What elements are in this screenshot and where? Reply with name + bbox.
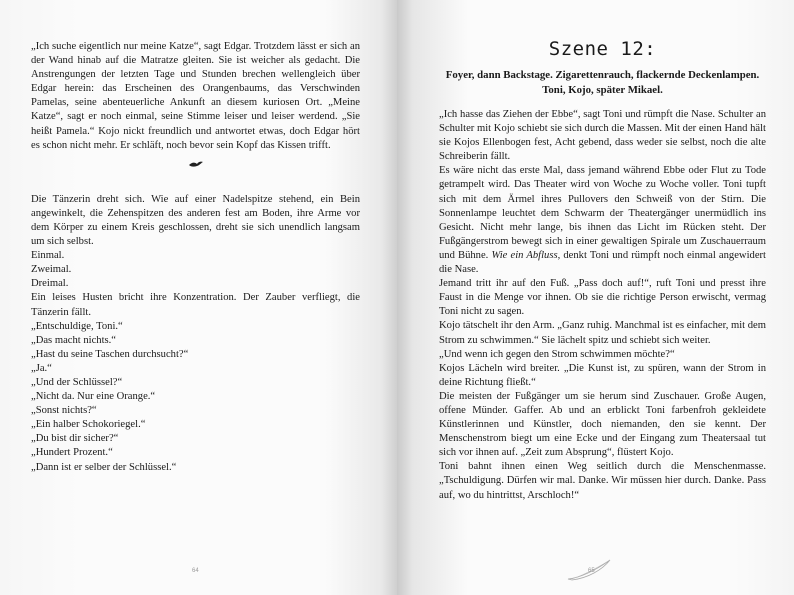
paragraph: Kojos Lächeln wird breiter. „Die Kunst ist, zu spüren, wann der Strom in deine Richtung fließt.“ [439, 362, 766, 388]
paragraph [439, 164, 766, 277]
dialogue-line: „Hundert Prozent.“ [31, 447, 113, 459]
left-page-text [31, 40, 360, 475]
dialogue-line: Einmal. [31, 250, 65, 262]
dialogue-line: „Ein halber Schokoriegel.“ [31, 419, 146, 431]
dialogue-line: „Und der Schlüssel?“ [31, 376, 123, 388]
page-number: 64 [192, 568, 199, 574]
scene-subtitle: Foyer, dann Backstage. Zigarettenrauch, flackernde Deckenlampen. Toni, Kojo, später Mikael. [445, 69, 760, 96]
paragraph: Die Tänzerin dreht sich. Wie auf einer Nadelspitze stehend, ein Bein angewinkelt, die Zehenspitzen des anderen fest am Boden, ihre Arme vor dem Körper zu einem Kreis geschlossen, dreht sie sich unendlich langsam um sich selbst. [31, 193, 360, 248]
dialogue-line: „Das macht nichts.“ [31, 334, 117, 346]
paragraph: „Und wenn ich gegen den Strom schwimmen möchte?“ [439, 348, 675, 360]
paragraph: Toni bahnt ihnen einen Weg seitlich durch die Menschenmasse. „Tschuldigung. Dürfen wir mal. Danke. Wir müssen hier durch. Danke. Pass auf, wo du hintrittst, Arschloch!“ [439, 461, 766, 501]
scene-title: Szene 12: [548, 38, 657, 60]
dialogue-line: „Sonst nichts?“ [31, 405, 97, 417]
italic-phrase: Wie ein Abfluss, [491, 249, 561, 261]
dialogue-line: „Entschuldige, Toni.“ [31, 320, 123, 332]
page-number: 65 [588, 568, 595, 574]
paragraph: Kojo tätschelt ihr den Arm. „Ganz ruhig. Manchmal ist es einfacher, mit dem Strom zu schwimmen.“ Sie lächelt spitz und schiebt sich weiter. [439, 320, 767, 346]
paragraph: „Ich suche eigentlich nur meine Katze“, sagt Edgar. Trotzdem lässt er sich an der Wand hinab auf die Matratze gleiten. Sie ist weicher als gedacht. Die Anstrengungen der letzten Tage und Stunden brechen wellengleich über Edgar herein: das Erscheinen des Orangenbaums, das Verschwinden Pamelas, seine abenteuerliche Ankunft an diesem kuriosen Ort. „Meine Katze“, sagt er noch einmal, seine Stimme leiser und leiser werdend. „Sie heißt Pamela.“ Kojo nickt freundlich und antwortet etwas, doch Edgar hört es schon nicht mehr. Er schläft, noch bevor sein Kopf das Kissen trifft. [31, 41, 360, 151]
right-page [397, 0, 794, 595]
paragraph-text: Es wäre nicht das erste Mal, dass jemand während Ebbe oder Flut zu Tode getrampelt wird. Das Theater wird von Woche zu Woche voller. Toni tupft sich mit dem Ärmel ihres Pullovers den Schweiß von der Stirn. Die Sonnenlampe leuchtet dem Schwarm der Theatergänger unermüdlich ins Gesicht. Nicht mehr lange, bis ihnen das Licht im Rücken steht. Der Fußgängerstrom bewegt sich in einer gewaltigen Spirale um Zuschauerraum und Bühne. [439, 165, 766, 261]
bird-ornament-icon [31, 159, 360, 179]
dialogue-line: „Du bist dir sicher?“ [31, 433, 119, 445]
dialogue-line: Zweimal. [31, 264, 72, 276]
dialogue-line: Ein leises Husten bricht ihre Konzentration. Der Zauber verfliegt, die Tänzerin fällt. [31, 292, 360, 318]
dialogue-line: „Dann ist er selber der Schlüssel.“ [31, 461, 177, 473]
dialogue-line: „Nicht da. Nur eine Orange.“ [31, 391, 156, 403]
dialogue-line: Dreimal. [31, 278, 69, 290]
right-page-text [439, 108, 766, 503]
dialogue-line: „Ja.“ [31, 362, 52, 374]
paragraph: Jemand tritt ihr auf den Fuß. „Pass doch auf!“, ruft Toni und presst ihre Faust in die Menge vor ihnen. Ob sie die richtige Person erwischt, vermag Toni nicht zu sagen. [439, 278, 766, 318]
paragraph: „Ich hasse das Ziehen der Ebbe“, sagt Toni und rümpft die Nase. Schulter an Schulter mit Kojo schiebt sie sich durch die Massen. Mit der einen Hand hält sie Kojos Ellenbogen fest, Acht gebend, dass weder sie selbst, noch die alte Schreiberin fällt. [439, 109, 766, 163]
paragraph: Die meisten der Fußgänger um sie herum sind Zuschauer. Große Augen, offene Münder. Gaffer. Ab und an erblickt Toni farbenfroh gekleidete Künstlerinnen und Künstler, doch niemanden, den sie kennt. Der Menschenstrom biegt um eine Ecke und der Eingang zum Theatersaal tut sich vor ihnen auf. „Zeit zum Absprung“, flüstert Kojo. [439, 390, 766, 459]
paragraph-text: denkt Toni und rümpft noch einmal angewidert die Nase. [439, 249, 766, 276]
dialogue-line: „Hast du seine Taschen durchsucht?“ [31, 348, 189, 360]
leaf-ornament-icon [566, 556, 626, 587]
